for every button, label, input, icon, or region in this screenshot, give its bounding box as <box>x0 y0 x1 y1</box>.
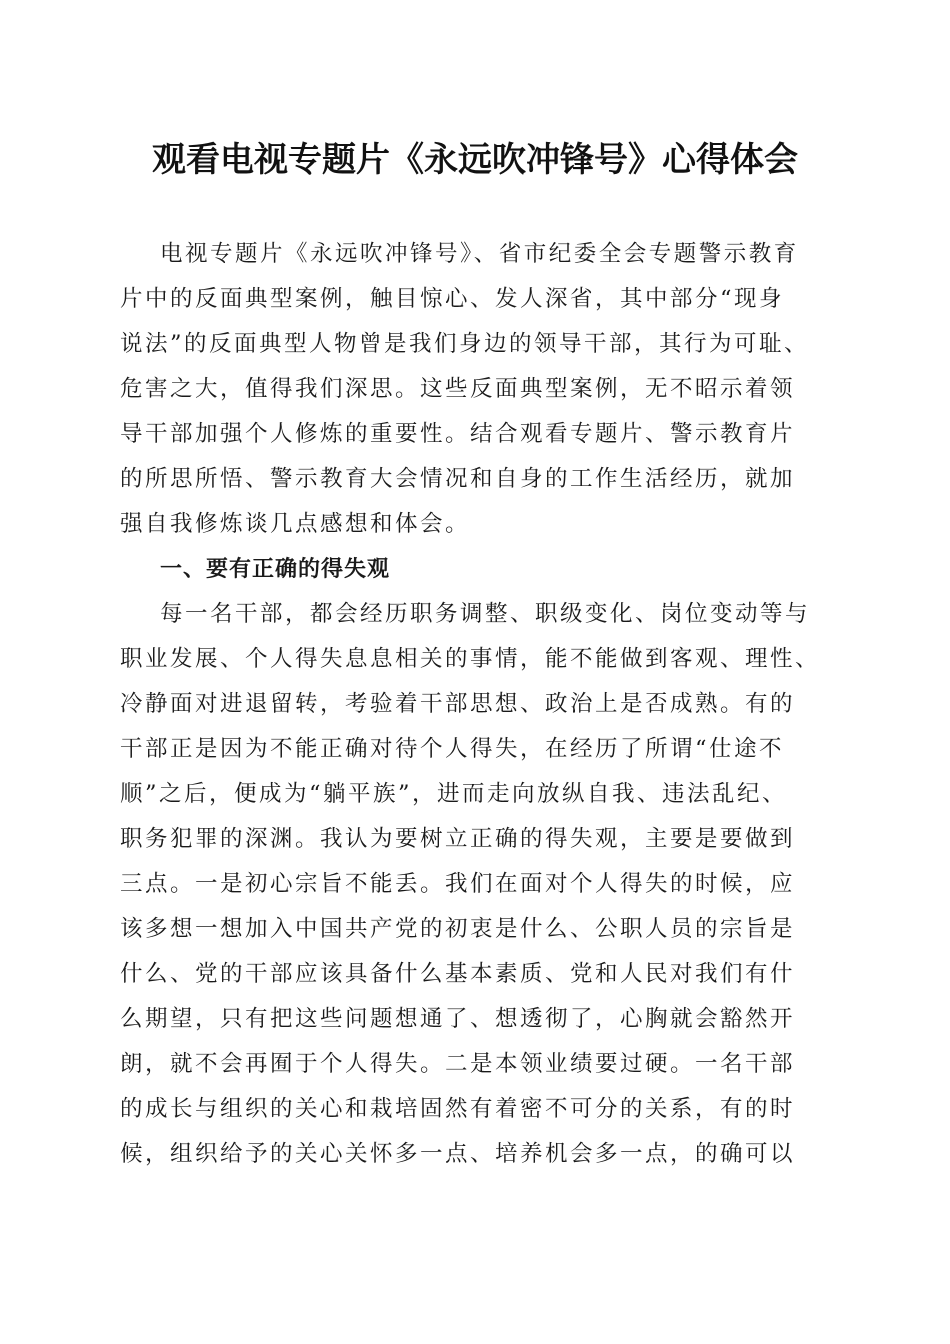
paragraph-line: 危害之大，值得我们深思。这些反面典型案例，无不昭示着领 <box>120 376 796 402</box>
paragraph-line: 导干部加强个人修炼的重要性。结合观看专题片、警示教育片 <box>120 421 796 447</box>
document-title: 观看电视专题片《永远吹冲锋号》心得体会 <box>152 140 798 180</box>
paragraph-line: 么期望，只有把这些问题想通了、想透彻了，心胸就会豁然开 <box>120 1006 796 1032</box>
paragraph-line: 电视专题片《永远吹冲锋号》、省市纪委全会专题警示教育 <box>160 241 799 267</box>
paragraph-line: 职业发展、个人得失息息相关的事情，能不能做到客观、理性、 <box>120 646 821 672</box>
paragraph-line: 朗，就不会再囿于个人得失。二是本领业绩要过硬。一名干部 <box>120 1051 796 1077</box>
paragraph-line: 每一名干部，都会经历职务调整、职级变化、岗位变动等与 <box>160 601 811 627</box>
paragraph-line: 片中的反面典型案例，触目惊心、发人深省，其中部分“现身 <box>120 286 785 312</box>
document-body <box>120 232 832 1177</box>
paragraph-line: 冷静面对进退留转，考验着干部思想、政治上是否成熟。有的 <box>120 691 796 717</box>
section-heading: 一、要有正确的得失观 <box>160 557 391 582</box>
paragraph-line: 干部正是因为不能正确对待个人得失，在经历了所谓“仕途不 <box>120 736 785 762</box>
paragraph-line: 职务犯罪的深渊。我认为要树立正确的得失观，主要是要做到 <box>120 826 796 852</box>
paragraph-line: 什么、党的干部应该具备什么基本素质、党和人民对我们有什 <box>120 961 796 987</box>
paragraph-line: 该多想一想加入中国共产党的初衷是什么、公职人员的宗旨是 <box>120 916 796 942</box>
paragraph-line: 的所思所悟、警示教育大会情况和自身的工作生活经历，就加 <box>120 466 796 492</box>
paragraph-line: 候，组织给予的关心关怀多一点、培养机会多一点，的确可以 <box>120 1141 796 1167</box>
paragraph-line: 顺”之后，便成为“躺平族”，进而走向放纵自我、违法乱纪、 <box>120 781 788 807</box>
paragraph-line: 强自我修炼谈几点感想和体会。 <box>120 511 471 537</box>
paragraph-line: 说法”的反面典型人物曾是我们身边的领导干部，其行为可耻、 <box>120 331 810 357</box>
paragraph-line: 的成长与组织的关心和栽培固然有着密不可分的关系，有的时 <box>120 1096 796 1122</box>
paragraph-line: 三点。一是初心宗旨不能丢。我们在面对个人得失的时候，应 <box>120 871 796 897</box>
